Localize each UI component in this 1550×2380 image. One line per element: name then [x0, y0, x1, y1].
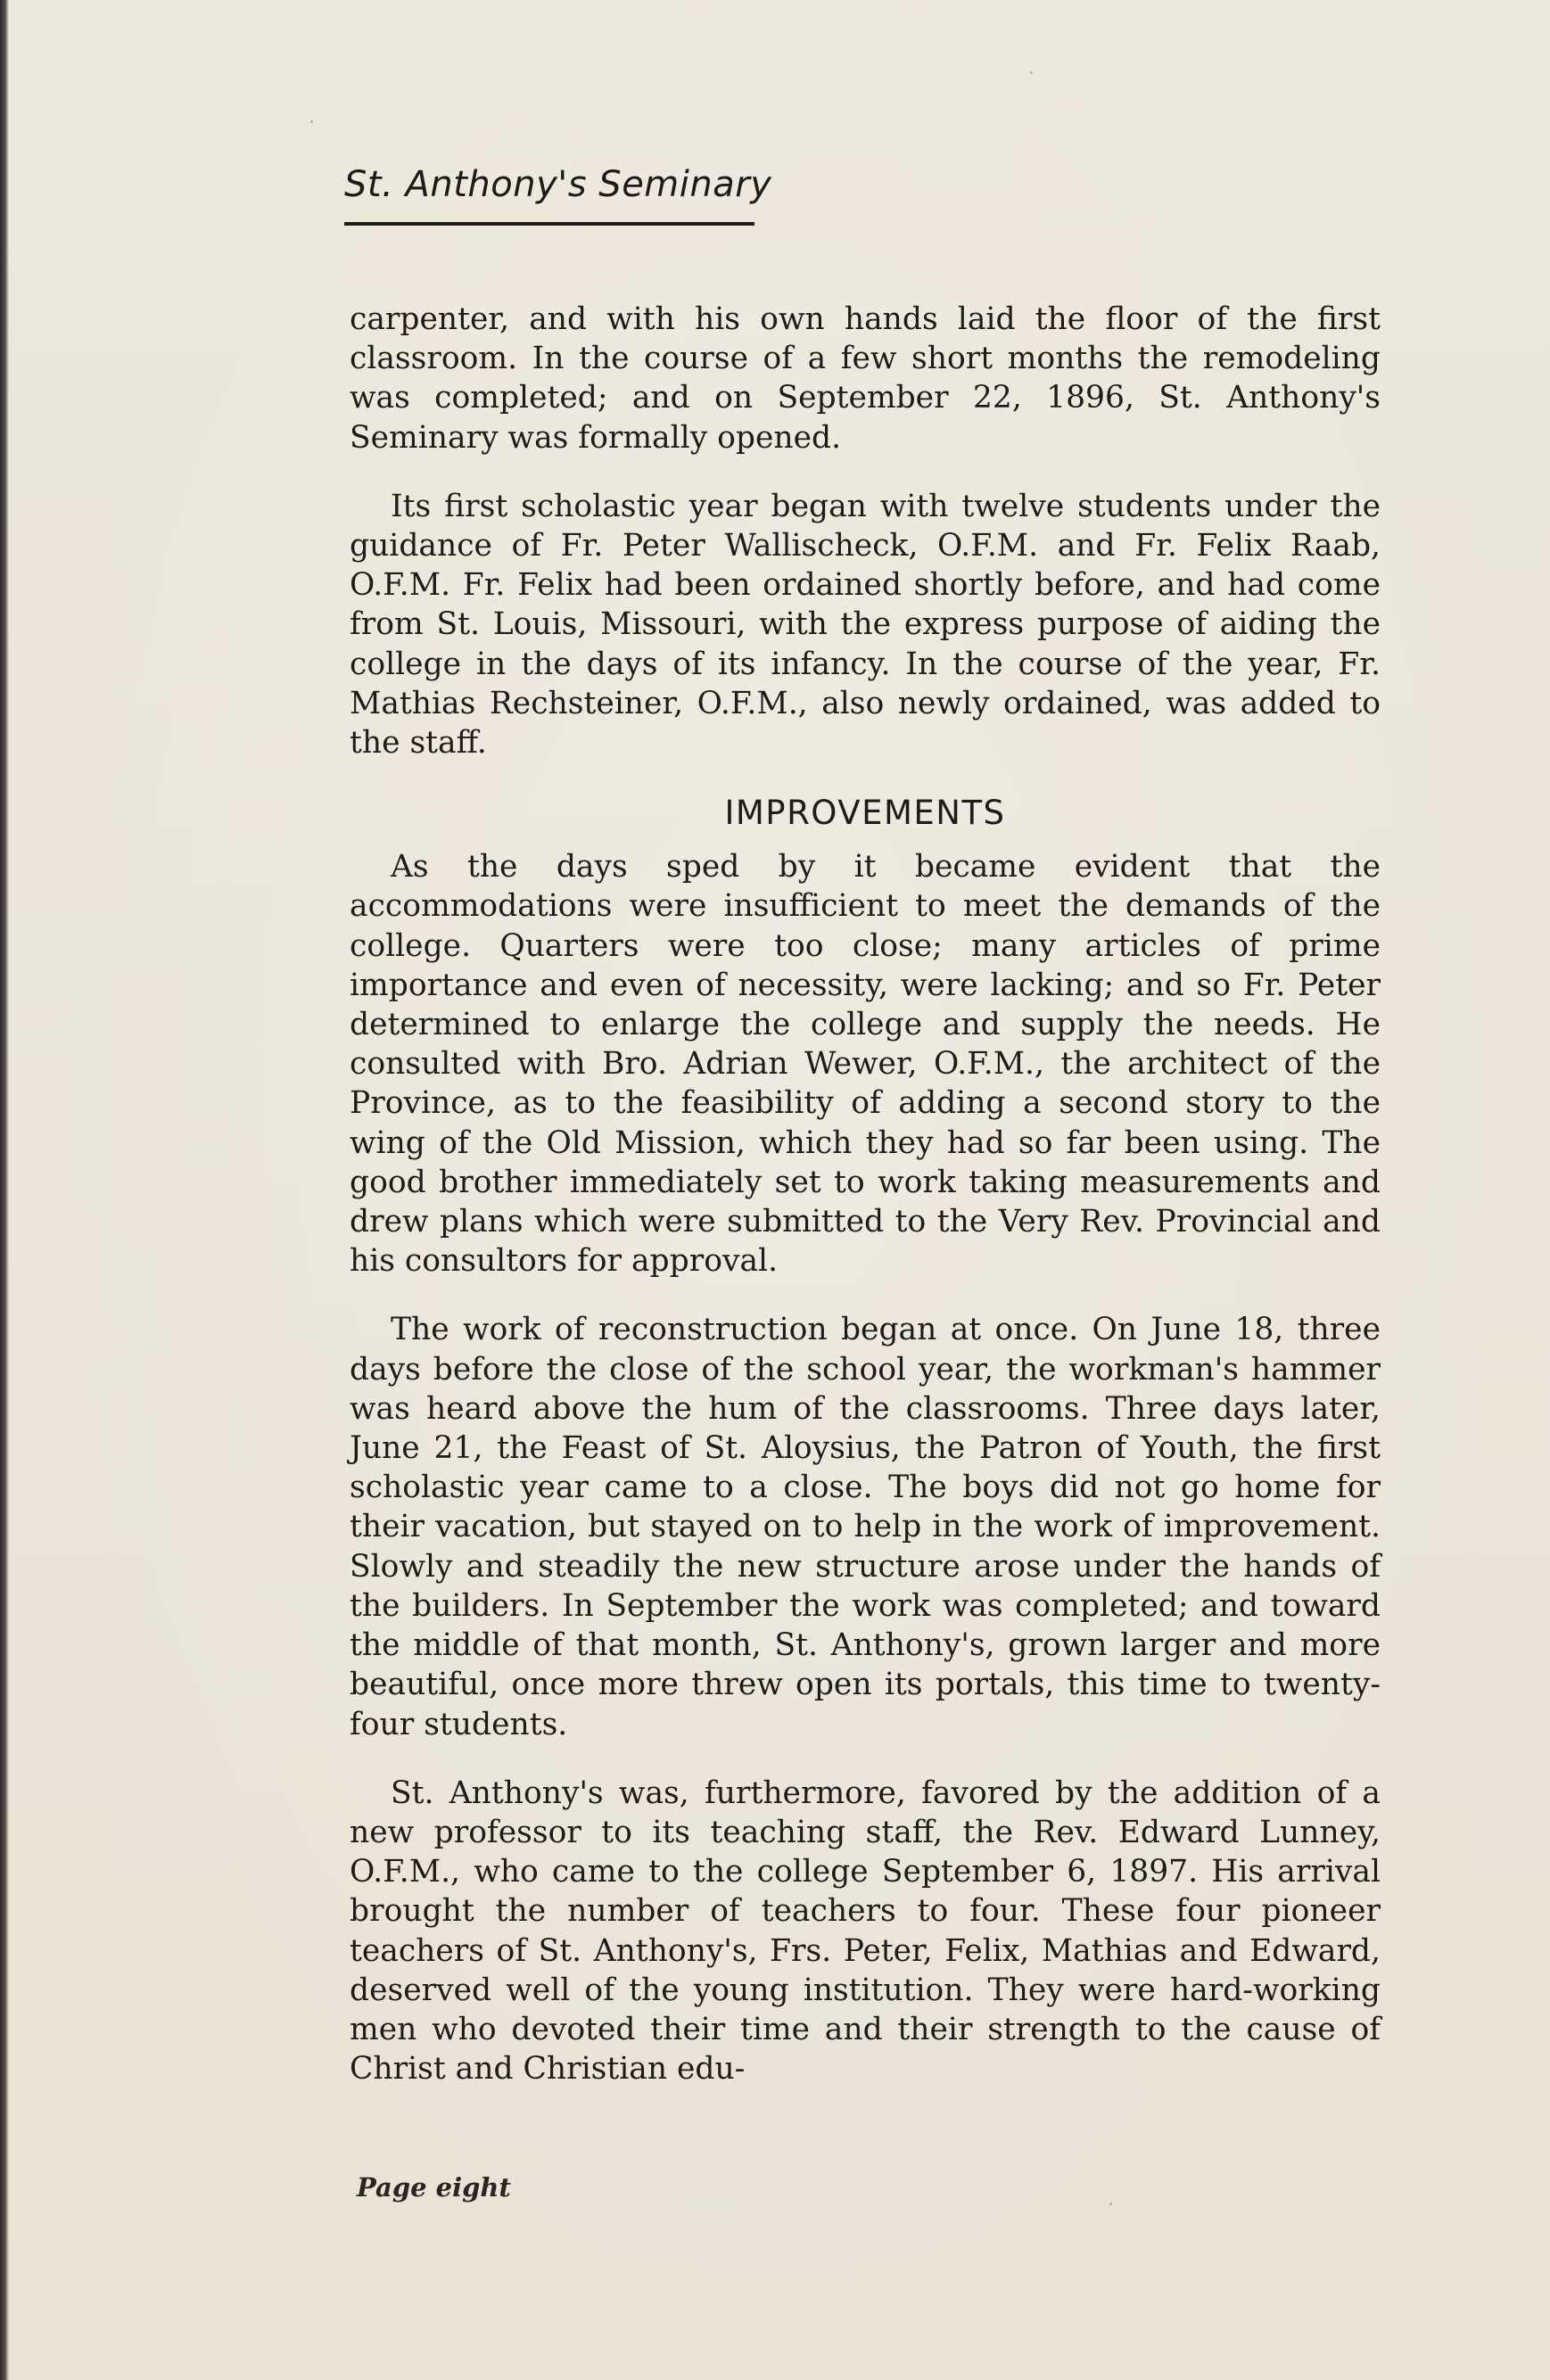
paper-speck [310, 120, 313, 123]
paragraph-accommodations: As the days sped by it became evident that the accommodations were insufficient to meet the demands of the college. Quarters were too close; many articles of prime importance and even of necessity, were lacking; and so Fr. Peter determined to enlarge the college and supply the needs. He consulted with Bro. Adrian Wewer, O.F.M., the architect of the Province, as to the feasibility of adding a second story to the wing of the Old Mission, which they had so far been using. The good brother immediately set to work taking measurements and drew plans which were submitted to the Very Rev. Provincial and his consultors for approval. [350, 849, 1381, 1280]
paper-speck [1030, 71, 1033, 74]
page-folio: Page eight [357, 2172, 511, 2203]
paragraph-reconstruction: The work of reconstruction began at once. On June 18, three days before the close of the school year, the workman's hammer was heard above the hum of the classrooms. Three days later, June 21, the Feast of St. Aloysius, the Patron of Youth, the first scholastic year came to a close. The boys did not go home for their vacation, but stayed on to help in the work of improvement. Slowly and steadily the new structure arose under the hands of the builders. In September the work was completed; and toward the middle of that month, St. Anthony's, grown larger and more beautiful, once more threw open its portals, this time to twenty-four students. [350, 1312, 1381, 1742]
running-head-rule [344, 222, 754, 226]
binding-edge [0, 0, 9, 2380]
body-text [350, 300, 1381, 2118]
paper-speck [1109, 2203, 1112, 2205]
section-heading: IMPROVEMENTS [724, 794, 1006, 833]
running-head: St. Anthony's Seminary [344, 164, 772, 205]
paragraph-continued: carpenter, and with his own hands laid the floor of the first classroom. In the course of a few short months the remodeling was completed; and on September 22, 1896, St. Anthony's Seminary was formally opened. [350, 301, 1381, 456]
paragraph-new-professor: St. Anthony's was, furthermore, favored by the addition of a new professor to its teaching staff, the Rev. Edward Lunney, O.F.M., who came to the college September 6, 1897. His arrival brought the number of teachers to four. These four pioneer teachers of St. Anthony's, Frs. Peter, Felix, Mathias and Edward, deserved well of the young institution. They were hard-working men who devoted their time and their strength to the cause of Christ and Christian edu- [350, 1775, 1381, 2088]
paragraph-first-year: Its first scholastic year began with twelve students under the guidance of Fr. Peter Wallischeck, O.F.M. and Fr. Felix Raab, O.F.M. Fr. Felix had been ordained shortly before, and had come from St. Louis, Missouri, with the express purpose of aiding the college in the days of its infancy. In the course of the year, Fr. Mathias Rechsteiner, O.F.M., also newly ordained, was added to the staff. [350, 488, 1381, 762]
